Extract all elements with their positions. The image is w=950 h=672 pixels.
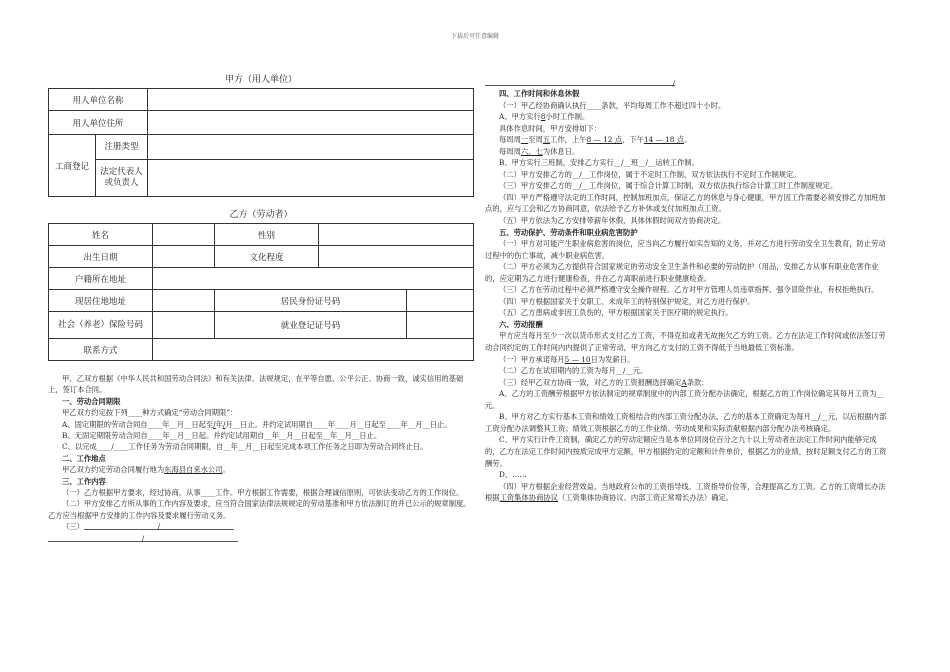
s3-paragraph-3: （三） / [48, 521, 474, 532]
gender-label: 性别 [215, 224, 319, 246]
s4-paragraph-0: （一）甲乙经协商确认执行____条款，平均每周工作不超过四十小时。 [499, 100, 726, 110]
s4-paragraph-4: （四）甲方严格遵守法定的工作时间，控制加班加点，保证乙方的休息与身心健康，甲方因工作需要必须安排乙方加班加点的，应与工会和乙方协商同意，依法给予乙方补休或支付加班加点工资。 [485, 192, 886, 214]
s6-paragraph-4: （四）甲方根据企业经营效益、当地政府公布的工资指导线、工资指导价位等，合理提高乙方工资。乙方的工资增长办法根据工资集体协商协议（工资集体协商协议、内部工资正常增长办法）确定。 [485, 481, 886, 503]
employer-address-label: 用人单位住所 [49, 111, 148, 135]
id-number-value[interactable] [407, 290, 474, 312]
reg-type-label: 注册类型 [96, 135, 148, 160]
s5-paragraph-4: （四）甲方根据国家关于女职工、未成年工的特别保护规定，对乙方进行保护。 [499, 296, 755, 306]
education-value[interactable] [319, 246, 474, 268]
s1-option-c: C、以完成____/____工作任务为劳动合同期限，自__年__月__日起至完成本项工作任务之日即为劳动合同终止日。 [62, 442, 428, 452]
left-body-text [48, 373, 474, 544]
party-b-table [48, 223, 474, 361]
s3-continuation-line: / [48, 533, 474, 544]
residence-label: 现居住地地址 [49, 290, 153, 312]
legal-rep-label: 法定代表人或负责人 [96, 160, 148, 197]
contact-label: 联系方式 [49, 339, 153, 361]
s4-paragraph-2: （二）甲方安排乙方的__/__工作岗位，属于不定时工作制，双方依法执行不定时工作制规定。 [499, 169, 801, 179]
employer-name-label: 用人单位名称 [49, 89, 148, 111]
party-b-caption: 乙方（劳动者） [229, 210, 293, 220]
employer-address-value[interactable] [148, 111, 474, 135]
name-value[interactable] [153, 224, 215, 246]
s4-paragraph-3: （三）甲方安排乙方的__/__工作岗位，属于综合计算工时制，双方依法执行综合计算工时工作制度规定。 [499, 181, 838, 191]
section-4-title: 四、工作时间和休息休假 [499, 89, 580, 98]
left-column [48, 74, 474, 544]
work-place-value: 东海县自来水公司 [164, 465, 223, 475]
s1-option-a: A、固定期限的劳动合同自____年__月__日起至/年/月__日止。并约定试用期自____年____月__日起至____年__月__日止。 [62, 419, 452, 429]
party-a-table [48, 88, 474, 197]
employer-name-value[interactable] [148, 89, 474, 111]
s6-option-a: A、乙方的工资酬劳根据甲方依法制定的规章制度中的内部工资分配办法确定，根据乙方的工作岗位确定其每月工资为__元。 [485, 389, 884, 410]
s3-paragraph-1: （一）乙方根据甲方要求，经过协商，从事____工作。甲方根据工作需要，根据合理诚信原则，可依法变动乙方的工作岗位。 [62, 488, 464, 498]
s6-option-c: C、甲方实行计件工资制，确定乙方的劳动定额应当是本单位同岗位百分之九十以上劳动者在法定工作时间内能够完成的，乙方在法定工作时间内按质完成甲方定额，甲方根据约定的定额和计件单价，根据乙方的业绩，按时足额支付乙方的工资酬劳。 [485, 435, 887, 468]
s3-paragraph-2: （二）甲方安排乙方所从事的工作内容及要求，应当符合国家法律法规规定的劳动基准和甲方依法制订的并已公示的规章制度。乙方应当根据甲方安排的工作内容及要求履行劳动义务。 [48, 499, 471, 520]
section-2-title: 二、工作地点 [62, 453, 106, 463]
name-label: 姓名 [49, 224, 153, 246]
insurance-value[interactable] [153, 312, 215, 339]
s5-paragraph-5: （五）乙方患病或非因工负伤的，甲方根据国家关于医疗期的规定执行。 [499, 308, 733, 318]
employment-cert-value[interactable] [407, 312, 474, 339]
s6-option-select: （三）经甲乙双方协商一致，对乙方的工资报酬选择确定A条款： [499, 377, 709, 387]
party-a-caption: 甲方（用人单位） [224, 75, 297, 85]
reg-type-value[interactable] [148, 135, 474, 160]
hukou-value[interactable] [153, 268, 474, 290]
section-3-title: 三、工作内容 [62, 476, 106, 486]
s6-option-b: B、甲方对乙方实行基本工资和绩效工资相结合的内部工资分配办法，乙方的基本工资确定为每月__/__元，以后根据内部工资分配办法调整其工资；绩效工资根据乙方的工作业绩、劳动成果和实际贡献根据内部分配办法考核确定。 [485, 412, 887, 433]
s1-option-b: B、无固定期限劳动合同自____年__月__日起。并约定试用期自__年__月__日起至__年__月__日止。 [62, 431, 382, 441]
s4-schedule-intro: 具体作息时间，甲方安排如下： [499, 123, 602, 133]
top-continuation-line: / [485, 78, 675, 86]
birth-value[interactable] [153, 246, 215, 268]
s4-option-a: A、甲方实行8小时工作制。 [499, 112, 590, 122]
s5-paragraph-1: （一）甲方对可能产生职业病危害的岗位，应当向乙方履行如实告知的义务，并对乙方进行劳动安全卫生教育，防止劳动过程中的伤亡事故，减少职业病危害。 [485, 239, 886, 260]
section-6-title: 六、劳动报酬 [499, 319, 543, 329]
legal-rep-value[interactable] [148, 160, 474, 197]
id-number-label: 居民身份证号码 [215, 290, 407, 312]
biz-registration-label: 工商登记 [49, 135, 96, 197]
s6-option-d: D、…… [499, 470, 527, 480]
section-5-title: 五、劳动保护、劳动条件和职业病危害防护 [499, 227, 638, 237]
s4-paragraph-5: （五）甲方依法为乙方安排带薪年休假，具体休假时间双方协商决定。 [499, 216, 726, 226]
education-label: 文化程度 [215, 246, 319, 268]
birth-label: 出生日期 [49, 246, 153, 268]
intro-paragraph: 甲、乙双方根据《中华人民共和国劳动合同法》和有关法律、法规规定，在平等自愿、公平公正、协商一致、诚实信用的基础上，签订本合同。 [48, 374, 464, 395]
s5-paragraph-3: （三）乙方在劳动过程中必须严格遵守安全操作规程。乙方对甲方管理人员违章指挥、强令冒险作业，有权拒绝执行。 [499, 285, 879, 295]
s6-payday: （一）甲方承诺每月5 — 10日为发薪日。 [499, 354, 635, 364]
employment-cert-label: 就业登记证号码 [215, 312, 407, 339]
s2-paragraph: 甲乙双方约定劳动合同履行地为东海县自来水公司。 [62, 465, 230, 475]
hukou-label: 户籍所在地址 [49, 268, 153, 290]
s4-option-b: B、甲方实行三班制，安排乙方实行__/__班__/__运转工作制。 [499, 158, 699, 168]
right-column [485, 78, 890, 504]
contact-value[interactable] [153, 339, 474, 361]
s6-paragraph-0: 甲方应当每月至少一次以货币形式支付乙方工资，不得克扣或者无故拖欠乙方的工资。乙方在法定工作时间或依法签订劳动合同约定的工作时间内内提供了正常劳动，甲方向乙方支付的工资不得低于当地最低工资标准。 [485, 331, 886, 353]
s4-workdays: 每周周一至周五工作，上午8 — 12 点，下午14 — 18 点。 [499, 135, 692, 145]
s5-paragraph-2: （二）甲方必须为乙方提供符合国家规定的劳动安全卫生条件和必要的劳动防护（用品，安排乙方从事有职业危害作业的，应定期为乙方进行健康检查，并在乙方离职前进行职业健康检查。 [485, 262, 879, 283]
residence-value[interactable] [153, 290, 215, 312]
gender-value[interactable] [319, 224, 474, 246]
page-header: 下载后可任意编辑 [450, 33, 499, 40]
s1-paragraph-1: 甲乙双方约定按下列____种方式确定“劳动合同期限”： [62, 408, 238, 418]
s6-probation-wage: （二）乙方在试用期内的工资为每月__/__元。 [499, 366, 648, 376]
s4-rest-days: 每周周六、七为休息日。 [499, 146, 580, 156]
section-1-title: 一、劳动合同期限 [62, 396, 121, 406]
insurance-label: 社会（养老）保险号码 [49, 312, 153, 339]
